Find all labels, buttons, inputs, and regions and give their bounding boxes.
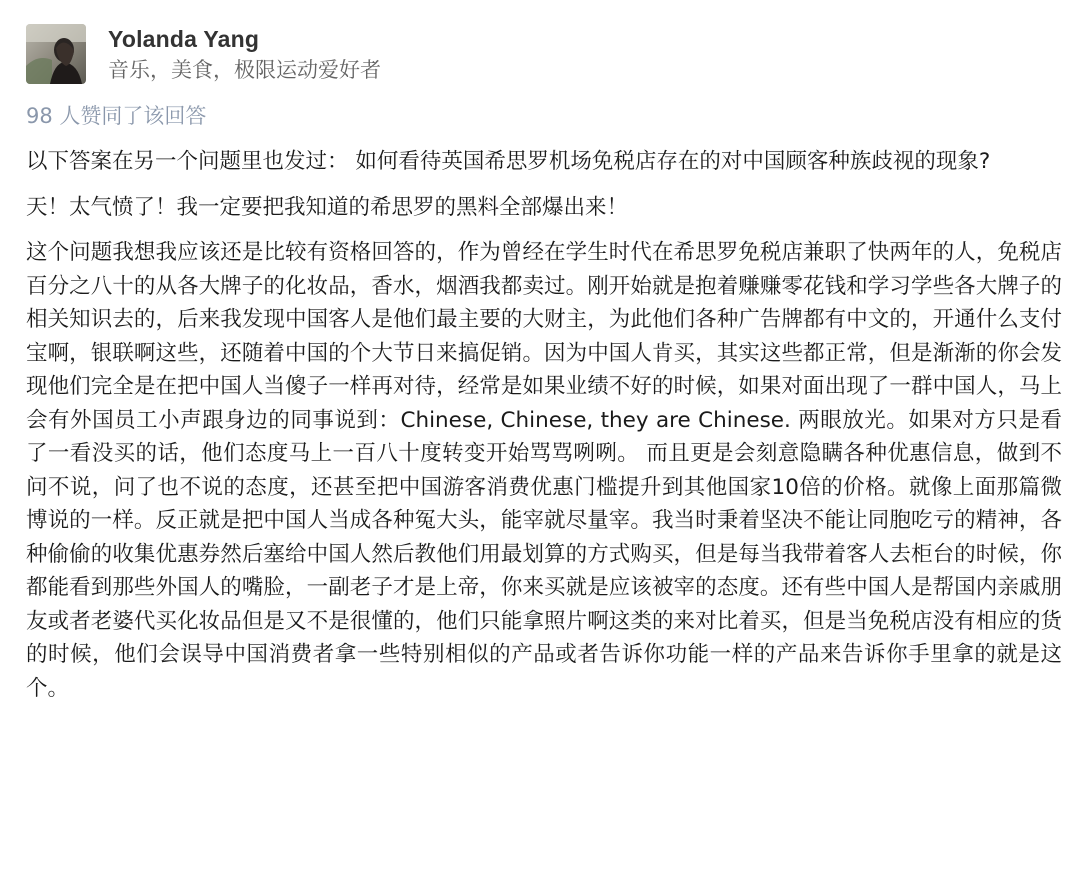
author-info	[108, 24, 381, 84]
answer-content	[26, 145, 1062, 705]
author-header	[26, 24, 381, 84]
answer-intro	[26, 145, 1062, 179]
author-name[interactable]: Yolanda Yang	[108, 26, 260, 52]
author-bio: 音乐，美食，极限运动爱好者	[108, 58, 381, 82]
vote-count[interactable]: 98 人赞同了该回答	[26, 104, 207, 128]
answer-exclaim: 天！太气愤了！我一定要把我知道的希思罗的黑料全部爆出来！	[26, 194, 629, 220]
related-question-link[interactable]: 如何看待英国希思罗机场免税店存在的对中国顾客种族歧视的现象?	[355, 149, 991, 174]
intro-prefix: 以下答案在另一个问题里也发过：	[26, 149, 349, 174]
avatar-photo-icon	[26, 24, 86, 84]
avatar[interactable]	[26, 24, 86, 84]
answer-body: 这个问题我想我应该还是比较有资格回答的，作为曾经在学生时代在希思罗免税店兼职了快两年的人，免税店百分之八十的从各大牌子的化妆品，香水，烟酒我都卖过。刚开始就是抱着赚赚零花钱和学习学些各大牌子的相关知识去的，后来我发现中国客人是他们最主要的大财主，为此他们各种广告牌都有中文的，开通什么支付宝啊，银联啊这些，还随着中国的个大节日来搞促销。因为中国人肯买，其实这些都正常，但是渐渐的你会发现他们完全是在把中国人当傻子一样再对待，经常是如果业绩不好的时候，如果对面出现了一群中国人，马上会有外国员工小声跟身边的同事说到：Chinese, Chinese, they are Chinese. 两眼放光。如果对方只是看了一看没买的话，他们态度马上一百八十度转变开始骂骂咧咧。 而且更是会刻意隐瞒各种优惠信息，做到不问不说，问了也不说的态度，还甚至把中国游客消费优惠门槛提升到其他国家10倍的价格。就像上面那篇微博说的一样。反正就是把中国人当成各种冤大头，能宰就尽量宰。我当时秉着坚决不能让同胞吃亏的精神，各种偷偷的收集优惠券然后塞给中国人然后教他们用最划算的方式购买，但是每当我带着客人去柜台的时候，你都能看到那些外国人的嘴脸，一副老子才是上帝，你来买就是应该被宰的态度。还有些中国人是帮国内亲戚朋友或者老婆代买化妆品但是又不是很懂的，他们只能拿照片啊这类的来对比着买，但是当免税店没有相应的货的时候，他们会误导中国消费者拿一些特别相似的产品或者告诉你功能一样的产品来告诉你手里拿的就是这个。	[26, 240, 1062, 701]
